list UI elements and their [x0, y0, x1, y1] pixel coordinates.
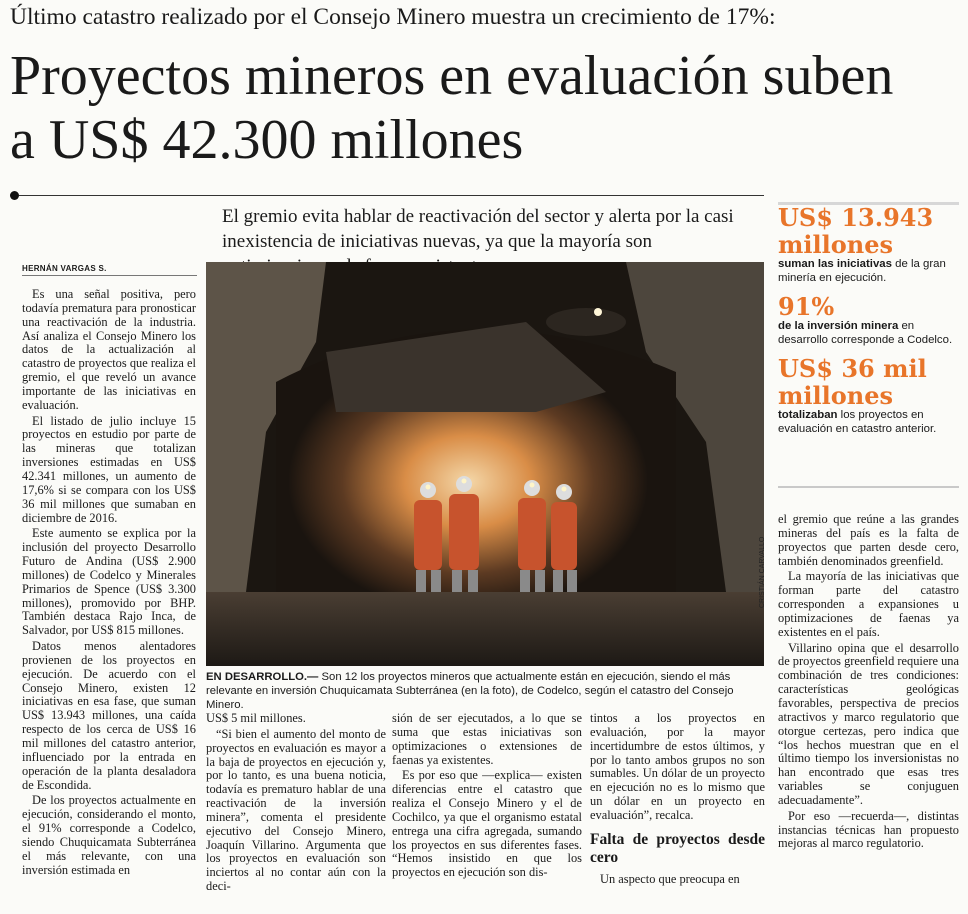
paragraph: La mayoría de las iniciativas que forman parte del catastro corresponden a expansiones u optimizaciones de faenas ya existentes en el país. — [778, 569, 959, 639]
stat-bold: suman las iniciativas — [778, 258, 892, 270]
stat-description — [778, 258, 959, 285]
byline: HERNÁN VARGAS S. — [22, 264, 107, 273]
paragraph: Un aspecto que preocupa en — [600, 871, 740, 886]
sidebar-bottom-rule — [778, 486, 959, 488]
column-1 — [22, 288, 196, 879]
paragraph: tintos a los proyectos en evaluación, por la mayor incertidumbre de estos últimos, y por lo tanto ambos grupos no son sumables. Un dólar de un proyecto en ejecución no es lo mismo que un dólar en un proyecto en evaluación”, recalca. — [590, 711, 765, 822]
paragraph: Datos menos alentadores provienen de los proyectos en ejecución. De acuerdo con el Consejo Minero, existen 12 iniciativas en esa fase, que suman US$ 13.943 millones, una caída respecto de los cerca de US$ 16 mil millones del catastro anterior, influenciado por la entrada en operación de la planta desaladora de Escondida. — [22, 639, 196, 792]
stat-rest: en desarrollo corresponde a Codelco. — [778, 320, 953, 346]
paragraph: De los proyectos actualmente en ejecución, considerando el monto, el 91% corresponde a Codelco, siendo Chuquicamata Subterránea el más relevante, con una inversión estimada en — [22, 793, 196, 877]
caption-lead: EN DESARROLLO.— — [206, 671, 319, 683]
stats-sidebar — [778, 204, 959, 444]
paragraph: Es una señal positiva, pero todavía prematura para pronosticar una reactivación de la industria. Así analiza el Consejo Minero los datos de la actualización al catastro de proyectos que realiza el gremio, el que reveló un avance importante de las iniciativas en evaluación. — [22, 287, 196, 412]
stat-rest: los proyectos en evaluación en catastro anterior. — [778, 409, 937, 435]
paragraph: El listado de julio incluye 15 proyectos en estudio por parte de las mineras que totalizan inversiones estimadas en US$ 42.341 millones, un aumento de 17,6% si se compara con los US$ 36 mil millones que sumaban en diciembre de 2016. — [22, 413, 196, 525]
column-2 — [206, 712, 386, 896]
stat-figure: US$ 13.943 millones — [778, 203, 934, 259]
column-5 — [778, 513, 959, 853]
column-4 — [590, 712, 765, 889]
caption-text: Son 12 los proyectos mineros que actualmente están en ejecución, siendo el más relevante en inversión Chuquicamata Subterránea (en la foto), de Codelco, según el catastro del Consejo Minero. — [206, 671, 734, 711]
kicker: Último catastro realizado por el Consejo Minero muestra un crecimiento de 17%: — [10, 4, 776, 30]
paragraph: Es por eso que —explica— existen diferencias entre el catastro que realiza el Consejo Minero y el de Cochilco, ya que el organismo estatal entrega una cifra agregada, sumando los proyectos en sus diferentes fases. “Hemos insistido en que los proyectos en ejecución son dis- — [392, 768, 582, 880]
stat-block — [778, 204, 959, 285]
paragraph: Villarino opina que el desarrollo de proyectos greenfield requiere una combinación de tres condiciones: características geológicas favorables, perspectiva de precios atractivos y marco regulatorio que otorgue certezas, pero indica que “los hechos muestran que en el último tiempo los inversionistas no han encontrado que esas tres variables se conjuguen adecuadamente”. — [778, 640, 959, 807]
paragraph: US$ 5 mil millones. — [206, 711, 306, 725]
stat-block — [778, 293, 959, 347]
paragraph: sión de ser ejecutados, a lo que se suma que estas iniciativas son optimizaciones o extensiones de faenas ya existentes. — [392, 711, 582, 767]
deck: El gremio evita hablar de reactivación del sector y alerta por la casi inexistencia de iniciativas nuevas, ya que la mayoría son — [222, 206, 734, 252]
photo-credit: CRISTIÁN CARVALLO — [759, 536, 766, 608]
column-3 — [392, 712, 582, 882]
paragraph: “Si bien el aumento del monto de proyectos en evaluación es mayor a la baja de proyectos en ejecución y, por lo tanto, es una buena noticia, todavía es prematuro hablar de una reactivación de la inversión minera”, comenta el presidente ejecutivo del Consejo Minero, Joaquín Villarino. Argumenta que los proyectos en evaluación son inciertos al no contar aún con la deci- — [206, 726, 386, 894]
paragraph: Este aumento se explica por la inclusión del proyecto Desarrollo Futuro de Andina (US$ 2.900 millones) de Codelco y Minerales Primarios de Spence (US$ 3.300 millones), promovido por BHP. También destaca Rajo Inca, de Salvador, por US$ 815 millones. — [22, 526, 196, 638]
photo-caption — [206, 670, 762, 712]
divider — [19, 195, 764, 196]
stat-description — [778, 320, 959, 347]
headline: Proyectos mineros en evaluación suben a US$ 42.300 millones — [10, 45, 894, 171]
paragraph: Por eso —recuerda—, distintas instancias técnicas han propuesto mejoras al marco regulatorio. — [778, 808, 959, 851]
stat-bold: totalizaban — [778, 409, 838, 421]
stat-figure: US$ 36 mil millones — [778, 354, 927, 410]
paragraph: el gremio que reúne a las grandes mineras del país es la falta de proyectos que parten desde cero, también denominados greenfield. — [778, 512, 959, 568]
stat-bold: de la inversión minera — [778, 320, 899, 332]
stat-figure: 91% — [778, 292, 835, 321]
mine-tunnel-photo — [206, 262, 764, 666]
stat-block — [778, 355, 959, 436]
byline-rule — [22, 275, 197, 276]
stat-rest: de la gran minería en ejecución. — [778, 258, 946, 284]
section-subhead: Falta de proyectos desde cero — [590, 830, 765, 866]
stat-description — [778, 409, 959, 436]
bullet-dot — [10, 191, 19, 200]
